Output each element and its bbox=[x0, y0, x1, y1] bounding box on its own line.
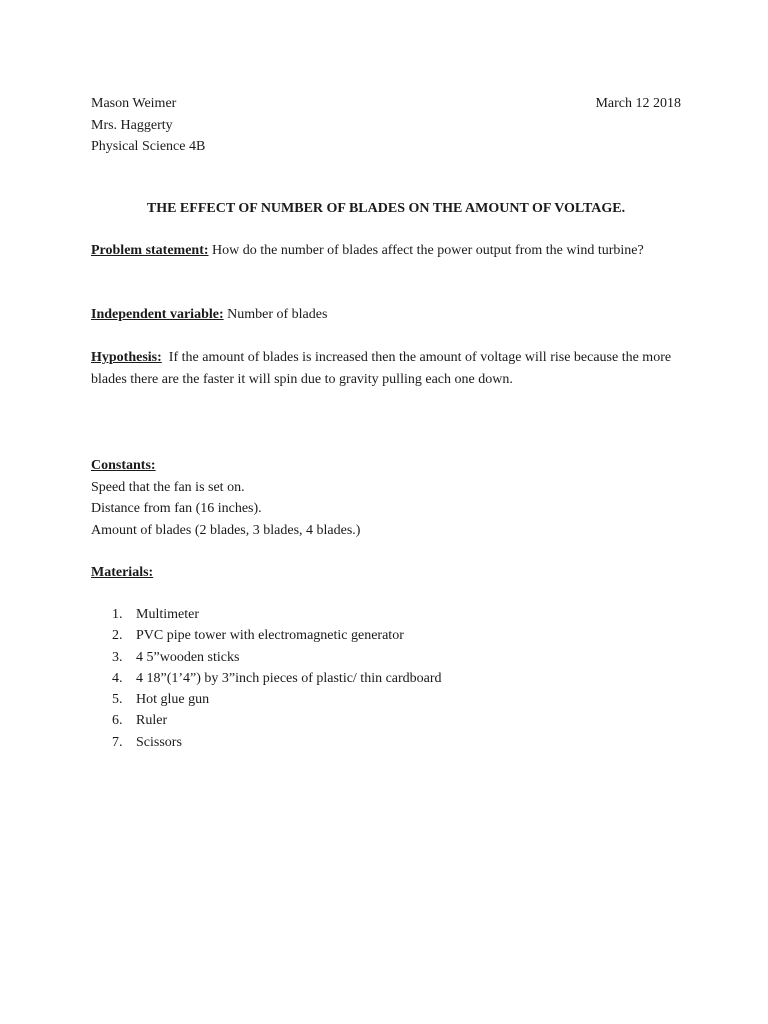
list-item-text: Hot glue gun bbox=[136, 692, 210, 708]
document-title: THE EFFECT OF NUMBER OF BLADES ON THE AMOUNT OF VOLTAGE. bbox=[146, 201, 626, 216]
independent-variable bbox=[91, 304, 681, 326]
constant-item: Distance from fan (16 inches). bbox=[91, 501, 262, 516]
list-item: 7. Scissors bbox=[91, 732, 681, 753]
teacher-name: Mrs. Haggerty bbox=[91, 117, 173, 133]
class-name: Physical Science 4B bbox=[91, 139, 206, 154]
list-item: 5. Hot glue gun bbox=[91, 689, 681, 710]
list-item: 4. 4 18”(1’4”) by 3”inch pieces of plastic/ thin cardboard bbox=[91, 668, 681, 689]
problem-statement-label: Problem statement: bbox=[91, 243, 209, 258]
problem-statement-text: How do the number of blades affect the power output from the wind turbine? bbox=[212, 243, 644, 258]
hypothesis-text: If the amount of blades is increased then the amount of voltage will rise because the more blades there are the faster it will spin due to gravity pulling each one down. bbox=[91, 350, 672, 387]
constant-item: Speed that the fan is set on. bbox=[91, 479, 245, 495]
materials-label: Materials: bbox=[91, 565, 154, 580]
list-item-text: Scissors bbox=[136, 734, 182, 750]
independent-variable-label: Independent variable: bbox=[91, 307, 224, 322]
materials-list bbox=[91, 604, 681, 753]
list-item: 1. Multimeter bbox=[91, 604, 681, 625]
constants-section bbox=[91, 455, 681, 541]
document-date: March 12 2018 bbox=[595, 96, 681, 111]
hypothesis bbox=[91, 347, 681, 390]
list-item-text: PVC pipe tower with electromagnetic generator bbox=[136, 628, 404, 644]
problem-statement bbox=[91, 240, 681, 262]
list-item-text: 4 18”(1’4”) by 3”inch pieces of plastic/ thin cardboard bbox=[136, 670, 442, 686]
list-item: 2. PVC pipe tower with electromagnetic generator bbox=[91, 625, 681, 646]
list-item-text: Ruler bbox=[136, 713, 168, 729]
hypothesis-label: Hypothesis: bbox=[91, 350, 162, 365]
list-item-text: 4 5”wooden sticks bbox=[136, 649, 240, 665]
constants-label: Constants: bbox=[91, 458, 156, 473]
student-name: Mason Weimer bbox=[91, 96, 177, 111]
materials-heading bbox=[91, 562, 681, 584]
list-item-text: Multimeter bbox=[136, 607, 199, 622]
constant-item: Amount of blades (2 blades, 3 blades, 4 blades.) bbox=[91, 522, 361, 538]
list-item: 6. Ruler bbox=[91, 710, 681, 731]
independent-variable-text: Number of blades bbox=[227, 307, 328, 322]
list-item: 3. 4 5”wooden sticks bbox=[91, 647, 681, 668]
header-block bbox=[91, 93, 681, 158]
